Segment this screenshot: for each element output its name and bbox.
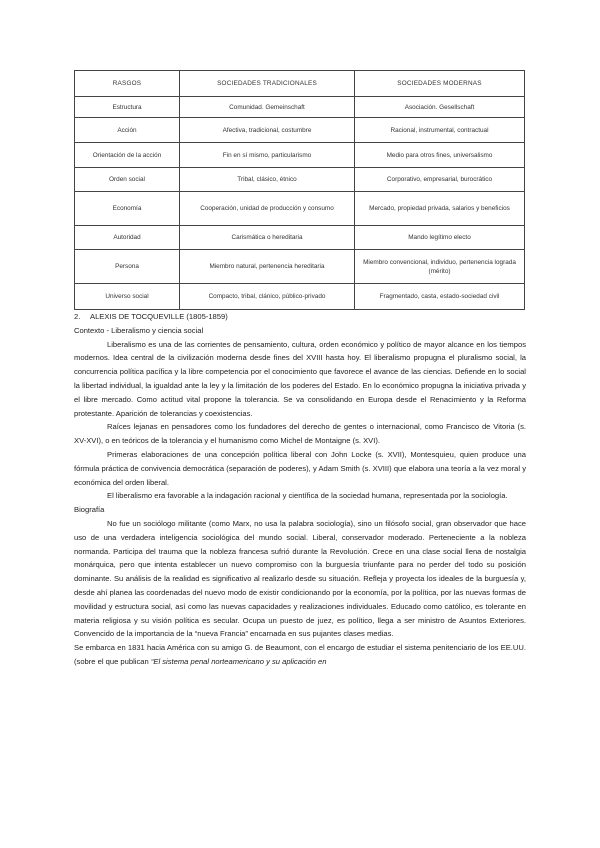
table-cell: Economía: [75, 192, 180, 226]
table-row: [75, 284, 525, 310]
table-cell: Carismática o hereditaria: [180, 226, 355, 250]
paragraph-biografia: No fue un sociólogo militante (como Marx, no usa la palabra sociología), sino un filósofo social, gran observador que hace uso de una verdadera inteligencia sociológica del mundo social. Liberal, conservador moderado. Perteneciente a la nobleza normanda. Participa del trauma que la nobleza francesa sufrió durante la Revolución. Crece en una clase social llena de nostalgia monárquica, pero que intenta establecer un nuevo compromiso con la burguesía triunfante para no perder del todo su posición dominante. Su análisis de la realidad es significativo al realizarlo desde su situación. Refleja y proyecta los ideales de la burguesía y, desde ahí planea las coordenadas del nuevo modo de existir condicionando por la economía, por la política, por las nuevas formas de movilidad y estructura social, así como las nuevas capacidades y realizaciones individuales. Educado como católico, es tolerante en materia religiosa y su visión política es secular. Ocupa un puesto de juez, es político, llega a ser ministro de Asuntos Exteriores. Convencido de la importancia de la “nueva Francia” encarnada en sus pujantes clases medias.: [74, 518, 526, 639]
table-cell: Orientación de la acción: [75, 143, 180, 168]
table-cell: Autoridad: [75, 226, 180, 250]
table-cell: Racional, instrumental, contractual: [355, 118, 525, 143]
table-cell: Fragmentado, casta, estado-sociedad civil: [355, 284, 525, 310]
comparison-table: [74, 70, 525, 310]
paragraph-elaboraciones: Primeras elaboraciones de una concepción política liberal con John Locke (s. XVII), Montesquieu, quien produce una fórmula práctica de convivencia democrática (separación de poderes), y Adam Smith (s. XVIII) que elabora una teoría a la vez moral y económica del orden liberal.: [74, 449, 526, 487]
table-cell: Afectiva, tradicional, costumbre: [180, 118, 355, 143]
header-modernas: SOCIEDADES MODERNAS: [355, 71, 525, 97]
table-cell: Asociación. Gesellschaft: [355, 97, 525, 118]
table-row: [75, 168, 525, 192]
table-cell: Compacto, tribal, clánico, público-privado: [180, 284, 355, 310]
document-body: [74, 310, 526, 669]
paragraph-america: [74, 641, 526, 669]
paragraph-sociologia: El liberalismo era favorable a la indagación racional y científica de la sociedad humana, representada por la sociología.: [107, 491, 508, 501]
table-cell: Miembro convencional, individuo, pertenencia lograda (mérito): [355, 250, 525, 284]
table-cell: Mando legítimo electo: [355, 226, 525, 250]
context-heading: Contexto - Liberalismo y ciencia social: [74, 325, 204, 335]
section-heading: [74, 310, 526, 324]
paragraph-raices: Raíces lejanas en pensadores como los fundadores del derecho de gentes o internacional, como Francisco de Vitoria (s. XV-XVI), o en teóricos de la tolerancia y el humanismo como Michel de Montaigne (s. XVI).: [74, 422, 526, 446]
table-row: [75, 192, 525, 226]
table-cell: Acción: [75, 118, 180, 143]
table-row: [75, 97, 525, 118]
table-cell: Mercado, propiedad privada, salarios y beneficios: [355, 192, 525, 226]
table-cell: Corporativo, empresarial, burocrático: [355, 168, 525, 192]
table-row: [75, 226, 525, 250]
biography-heading: Biografía: [74, 505, 105, 515]
table-cell: Universo social: [75, 284, 180, 310]
section-number: 2.: [74, 312, 81, 321]
table-cell: Cooperación, unidad de producción y consumo: [180, 192, 355, 226]
section-title: ALEXIS DE TOCQUEVILLE (1805-1859): [90, 312, 228, 321]
table-cell: Miembro natural, pertenencia hereditaria: [180, 250, 355, 284]
table-row: [75, 118, 525, 143]
table-cell: Persona: [75, 250, 180, 284]
table-row: [75, 250, 525, 284]
table-header-row: [75, 71, 525, 97]
table-row: [75, 143, 525, 168]
paragraph-america-italic: “El sistema penal norteamericano y su aplicación en: [150, 656, 327, 666]
table-cell: Tribal, clásico, étnico: [180, 168, 355, 192]
table-cell: Orden social: [75, 168, 180, 192]
table-cell: Fin en sí mismo, particularismo: [180, 143, 355, 168]
table-cell: Comunidad. Gemeinschaft: [180, 97, 355, 118]
table-cell: Estructura: [75, 97, 180, 118]
header-tradicionales: SOCIEDADES TRADICIONALES: [180, 71, 355, 97]
paragraph-liberalismo: Liberalismo es una de las corrientes de pensamiento, cultura, orden económico y político de mayor alcance en los tiempos modernos. Idea central de la civilización moderna desde fines del XVIII hasta hoy. El liberalismo propugna el pluralismo social, la concurrencia política pacífica y la libre competencia por el conocimiento que favorece el avance de las ciencias. Defiende en lo social la libertad individual, la igualdad ante la ley y la limitación de los poderes del Estado. En lo económico propugna la iniciativa privada y el libre mercado. Como actitud vital propone la tolerancia. Se va consolidando en Europa desde el Renacimiento y la Reforma protestante. Aparición de tolerancias y coexistencias.: [74, 339, 526, 418]
header-rasgos: RASGOS: [75, 71, 180, 97]
paragraph-america-text: Se embarca en 1831 hacia América con su amigo G. de Beaumont, con el encargo de estudiar el sistema penitenciario de los EE.UU. (sobre el que publican: [74, 643, 526, 666]
table-cell: Medio para otros fines, universalismo: [355, 143, 525, 168]
